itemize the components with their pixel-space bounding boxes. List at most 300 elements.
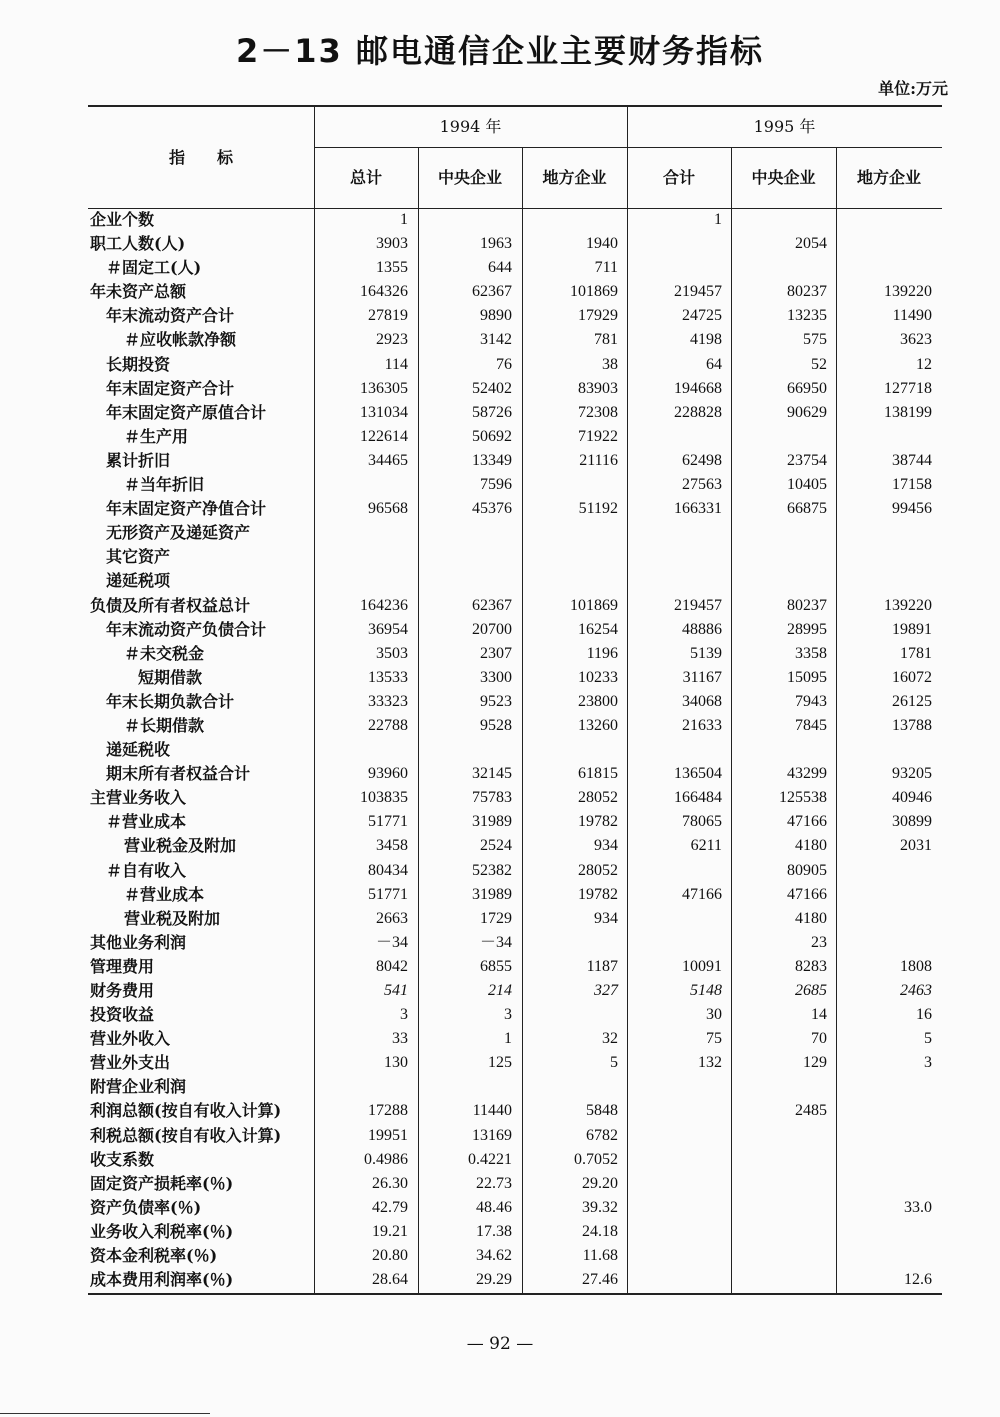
row-label: 营业税及附加: [124, 908, 221, 928]
row-value: 43299: [787, 765, 827, 783]
col-header-central-1994: 中央企业: [437, 168, 502, 187]
col-header-local-1994: 地方企业: [542, 168, 607, 187]
row-value: 62498: [682, 451, 722, 469]
row-value: 52: [811, 355, 827, 373]
row-label: 短期借款: [138, 667, 203, 687]
row-value: 47166: [682, 885, 722, 903]
row-value: 6855: [480, 957, 512, 975]
table-row: [88, 908, 942, 932]
row-value: 39.32: [582, 1198, 618, 1216]
row-value: 28995: [787, 620, 827, 638]
row-value: 1963: [480, 235, 512, 253]
row-label: 利润总额(按自有收入计算): [90, 1101, 282, 1121]
row-value: 5139: [690, 644, 722, 662]
row-label: 无形资产及递延资产: [106, 523, 251, 543]
row-value: 6211: [690, 837, 722, 855]
row-value: 2685: [795, 982, 827, 999]
row-value: 78065: [682, 813, 722, 831]
row-value: 33323: [368, 692, 408, 710]
table-row: [88, 1149, 942, 1173]
row-value: 781: [594, 331, 618, 349]
row-value: 27.46: [582, 1271, 618, 1289]
row-value: 13788: [892, 716, 932, 734]
row-value: 166331: [674, 500, 722, 518]
row-value: －34: [375, 933, 408, 951]
row-value: 50692: [472, 427, 512, 445]
row-value: 9528: [480, 716, 512, 734]
row-value: 5: [610, 1054, 618, 1072]
row-label: ＃营业成本: [124, 884, 205, 904]
row-label: ＃固定工(人): [106, 258, 202, 278]
row-label: 累计折旧: [106, 450, 171, 470]
row-label: ＃应收帐款净额: [124, 330, 237, 350]
row-value: 76: [496, 355, 512, 373]
row-value: 1781: [900, 644, 932, 662]
row-value: 139220: [884, 596, 932, 614]
row-value: 24.18: [582, 1222, 618, 1240]
row-value: 33.0: [904, 1198, 932, 1216]
table-row: [88, 860, 942, 884]
year-sub-rule: [314, 147, 942, 148]
row-value: 10233: [578, 668, 618, 686]
row-value: 52382: [472, 861, 512, 879]
row-value: 5148: [690, 982, 722, 999]
row-value: 3458: [376, 837, 408, 855]
row-value: 23: [811, 933, 827, 951]
table-row: [88, 281, 942, 305]
row-label: 递延税项: [106, 571, 171, 591]
row-value: 15095: [787, 668, 827, 686]
row-value: 136504: [674, 765, 722, 783]
row-label: 其他业务利润: [90, 932, 187, 952]
col-header-total-1995: 合计: [662, 168, 695, 187]
row-value: 23754: [787, 451, 827, 469]
row-value: 3623: [900, 331, 932, 349]
row-value: 7943: [795, 692, 827, 710]
table-row: [88, 402, 942, 426]
row-value: 48886: [682, 620, 722, 638]
row-value: 711: [594, 259, 618, 277]
table-row: [88, 811, 942, 835]
row-value: 34465: [368, 451, 408, 469]
row-value: 28052: [578, 789, 618, 807]
row-value: 80905: [787, 861, 827, 879]
row-value: 61815: [578, 765, 618, 783]
row-value: 31167: [682, 668, 722, 686]
row-value: 3358: [795, 644, 827, 662]
table-row: [88, 1125, 942, 1149]
row-value: 0.4986: [364, 1150, 408, 1168]
row-label: 附营企业利润: [90, 1077, 187, 1097]
row-value: 1: [714, 211, 722, 228]
table-row: [88, 884, 942, 908]
table-row: [88, 1221, 942, 1245]
row-value: 30899: [892, 813, 932, 831]
table-row: [88, 787, 942, 811]
row-value: 2663: [376, 909, 408, 927]
row-value: 7845: [795, 716, 827, 734]
year-1995-header: 1995 年: [753, 117, 816, 136]
row-value: 7596: [480, 476, 512, 494]
row-value: 934: [594, 909, 618, 927]
row-value: 13260: [578, 716, 618, 734]
row-value: 42.79: [372, 1198, 408, 1216]
row-label: 长期投资: [106, 354, 171, 374]
table-row: [88, 233, 942, 257]
row-value: 164236: [360, 596, 408, 614]
table-row: [88, 426, 942, 450]
row-value: 2524: [480, 837, 512, 855]
col-header-total-1994: 总计: [349, 168, 382, 187]
row-label: 收支系数: [90, 1149, 155, 1169]
row-label: 资本金利税率(％): [90, 1246, 218, 1266]
row-value: 114: [384, 355, 408, 373]
row-value: 4180: [795, 909, 827, 927]
row-value: 19782: [578, 813, 618, 831]
table-row: [88, 667, 942, 691]
row-label: 营业外支出: [90, 1053, 171, 1073]
row-value: 96568: [368, 500, 408, 518]
row-value: 28.64: [372, 1271, 408, 1289]
table-row: [88, 763, 942, 787]
row-value: 30: [706, 1006, 722, 1024]
row-value: 541: [384, 982, 408, 999]
row-value: 575: [803, 331, 827, 349]
row-label: ＃生产用: [124, 426, 189, 446]
row-value: 99456: [892, 500, 932, 518]
row-label: ＃自有收入: [106, 860, 187, 880]
row-value: 1187: [586, 957, 618, 975]
row-value: 51192: [578, 500, 618, 518]
row-value: 9890: [480, 307, 512, 325]
row-label: 业务收入利税率(％): [90, 1221, 234, 1241]
table-row: [88, 1100, 942, 1124]
row-label: 年末流动资产负债合计: [106, 619, 267, 639]
table-row: [88, 450, 942, 474]
table-row: [88, 378, 942, 402]
row-value: 103835: [360, 789, 408, 807]
row-value: 11440: [472, 1102, 512, 1120]
table-row: [88, 739, 942, 763]
row-value: 327: [594, 982, 618, 999]
row-value: 129: [803, 1054, 827, 1072]
table-row: [88, 1004, 942, 1028]
row-value: 17.38: [476, 1222, 512, 1240]
row-value: 1808: [900, 957, 932, 975]
row-label: 年末固定资产合计: [106, 378, 235, 398]
row-value: 2031: [900, 837, 932, 855]
table-top-rule: [88, 105, 942, 107]
row-label: 利税总额(按自有收入计算): [90, 1125, 282, 1145]
row-value: 214: [488, 982, 512, 999]
row-value: 138199: [884, 403, 932, 421]
row-label: 年末长期负款合计: [106, 691, 235, 711]
row-value: 21116: [579, 451, 618, 469]
table-body: [88, 209, 942, 1293]
row-label: ＃当年折旧: [124, 475, 205, 495]
row-value: 16254: [578, 620, 618, 638]
row-value: 934: [594, 837, 618, 855]
table-row: [88, 595, 942, 619]
row-value: 5848: [586, 1102, 618, 1120]
row-label: 主营业务收入: [90, 788, 187, 808]
table-row: [88, 1269, 942, 1293]
table-row: [88, 1245, 942, 1269]
table-row: [88, 1076, 942, 1100]
row-label: 职工人数(人): [90, 234, 186, 254]
row-value: 12: [916, 355, 932, 373]
row-value: 194668: [674, 379, 722, 397]
row-value: 58726: [472, 403, 512, 421]
table-row: [88, 1028, 942, 1052]
row-value: 644: [488, 259, 512, 277]
row-value: 131034: [360, 403, 408, 421]
row-value: 0.7052: [574, 1150, 618, 1168]
table-row: [88, 835, 942, 859]
row-value: 66875: [787, 500, 827, 518]
row-value: 83903: [578, 379, 618, 397]
row-value: 5: [924, 1030, 932, 1048]
row-value: 24725: [682, 307, 722, 325]
row-value: 228828: [674, 403, 722, 421]
row-value: 71922: [578, 427, 618, 445]
row-value: 33: [392, 1030, 408, 1048]
unit-label: 单位:万元: [878, 79, 948, 98]
row-value: 70: [811, 1030, 827, 1048]
row-value: －34: [479, 933, 512, 951]
row-value: 51771: [368, 885, 408, 903]
row-value: 66950: [787, 379, 827, 397]
row-value: 1: [504, 1030, 512, 1048]
row-value: 101869: [570, 596, 618, 614]
row-value: 166484: [674, 789, 722, 807]
row-label: 期末所有者权益合计: [106, 764, 251, 784]
row-value: 219457: [674, 596, 722, 614]
row-value: 13169: [472, 1126, 512, 1144]
row-value: 8283: [795, 957, 827, 975]
table-bottom-rule: [88, 1293, 942, 1295]
row-value: 10405: [787, 476, 827, 494]
row-value: 139220: [884, 283, 932, 301]
row-value: 93960: [368, 765, 408, 783]
row-value: 29.20: [582, 1174, 618, 1192]
row-value: 4198: [690, 331, 722, 349]
row-value: 19.21: [372, 1222, 408, 1240]
row-value: 17288: [368, 1102, 408, 1120]
row-value: 62367: [472, 596, 512, 614]
row-label: 投资收益: [90, 1005, 155, 1025]
row-value: 122614: [360, 427, 408, 445]
table-row: [88, 643, 942, 667]
table-row: [88, 1197, 942, 1221]
row-value: 38744: [892, 451, 932, 469]
year-1994-header: 1994 年: [439, 117, 502, 136]
row-value: 80434: [368, 861, 408, 879]
row-value: 19891: [892, 620, 932, 638]
page-title: 2－13 邮电通信企业主要财务指标: [236, 32, 764, 70]
row-value: 6782: [586, 1126, 618, 1144]
row-value: 0.4221: [468, 1150, 512, 1168]
row-label: 企业个数: [90, 210, 155, 229]
row-value: 34.62: [476, 1247, 512, 1265]
row-value: 40946: [892, 789, 932, 807]
row-label: 年未资产总额: [90, 282, 187, 302]
row-value: 3: [924, 1054, 932, 1072]
row-value: 20.80: [372, 1247, 408, 1265]
col-header-local-1995: 地方企业: [856, 168, 921, 187]
row-label: 资产负债率(％): [90, 1197, 202, 1217]
row-value: 101869: [570, 283, 618, 301]
row-value: 2485: [795, 1102, 827, 1120]
row-value: 11.68: [582, 1247, 618, 1265]
table-row: [88, 209, 942, 233]
row-value: 3903: [376, 235, 408, 253]
row-label: 年末固定资产原值合计: [106, 402, 267, 422]
row-value: 127718: [884, 379, 932, 397]
row-value: 31989: [472, 885, 512, 903]
table-row: [88, 1173, 942, 1197]
row-label: 管理费用: [90, 956, 155, 976]
row-value: 2307: [480, 644, 512, 662]
row-value: 3: [400, 1006, 408, 1024]
row-label: 营业外收入: [90, 1029, 171, 1049]
row-label: 递延税收: [106, 740, 171, 760]
indicator-header: 指 标: [168, 148, 233, 167]
row-value: 38: [602, 355, 618, 373]
row-value: 1196: [586, 644, 618, 662]
table-row: [88, 329, 942, 353]
row-value: 3: [504, 1006, 512, 1024]
footer-rule: [0, 1413, 210, 1414]
table-row: [88, 691, 942, 715]
row-value: 62367: [472, 283, 512, 301]
table-row: [88, 257, 942, 281]
row-value: 51771: [368, 813, 408, 831]
row-value: 130: [384, 1054, 408, 1072]
row-value: 34068: [682, 692, 722, 710]
row-value: 3503: [376, 644, 408, 662]
row-value: 132: [698, 1054, 722, 1072]
row-value: 13533: [368, 668, 408, 686]
row-value: 23800: [578, 692, 618, 710]
row-label: ＃未交税金: [124, 643, 205, 663]
row-value: 13349: [472, 451, 512, 469]
row-value: 93205: [892, 765, 932, 783]
row-value: 136305: [360, 379, 408, 397]
row-value: 32145: [472, 765, 512, 783]
table-row: [88, 956, 942, 980]
row-value: 36954: [368, 620, 408, 638]
row-value: 45376: [472, 500, 512, 518]
row-value: 47166: [787, 885, 827, 903]
row-value: 19951: [368, 1126, 408, 1144]
table-row: [88, 498, 942, 522]
row-value: 10091: [682, 957, 722, 975]
row-value: 16072: [892, 668, 932, 686]
row-value: 14: [811, 1006, 827, 1024]
row-value: 64: [706, 355, 722, 373]
row-value: 22788: [368, 716, 408, 734]
row-value: 20700: [472, 620, 512, 638]
row-value: 19782: [578, 885, 618, 903]
table-row: [88, 932, 942, 956]
row-value: 31989: [472, 813, 512, 831]
row-value: 47166: [787, 813, 827, 831]
row-value: 16: [916, 1006, 932, 1024]
table-row: [88, 354, 942, 378]
row-value: 26125: [892, 692, 932, 710]
table-row: [88, 715, 942, 739]
row-label: ＃营业成本: [106, 812, 187, 832]
row-value: 3300: [480, 668, 512, 686]
row-value: 17158: [892, 476, 932, 494]
table-row: [88, 305, 942, 329]
row-value: 75: [706, 1030, 722, 1048]
row-value: 13235: [787, 307, 827, 325]
table-row: [88, 980, 942, 1004]
row-value: 9523: [480, 692, 512, 710]
row-label: 财务费用: [90, 981, 155, 1000]
row-value: 125: [488, 1054, 512, 1072]
row-value: 17929: [578, 307, 618, 325]
row-value: 27819: [368, 307, 408, 325]
row-value: 1355: [376, 259, 408, 277]
row-value: 75783: [472, 789, 512, 807]
row-value: 90629: [787, 403, 827, 421]
row-label: 营业税金及附加: [124, 836, 237, 856]
row-value: 219457: [674, 283, 722, 301]
row-value: 164326: [360, 283, 408, 301]
row-value: 22.73: [476, 1174, 512, 1192]
row-label: 负债及所有者权益总计: [90, 595, 251, 615]
row-value: 2054: [795, 235, 827, 253]
row-value: 80237: [787, 283, 827, 301]
row-value: 11490: [892, 307, 932, 325]
table-row: [88, 522, 942, 546]
row-value: 2923: [376, 331, 408, 349]
row-label: 成本费用利润率(％): [90, 1270, 234, 1290]
row-value: 48.46: [476, 1198, 512, 1216]
row-value: 28052: [578, 861, 618, 879]
col-header-central-1995: 中央企业: [751, 168, 816, 187]
row-label: 年末流动资产合计: [106, 306, 235, 326]
row-value: 32: [602, 1030, 618, 1048]
row-value: 3142: [480, 331, 512, 349]
table-row: [88, 619, 942, 643]
row-value: 8042: [376, 957, 408, 975]
row-value: 21633: [682, 716, 722, 734]
row-value: 125538: [779, 789, 827, 807]
row-value: 4180: [795, 837, 827, 855]
row-label: 其它资产: [106, 547, 171, 567]
row-label: ＃长期借款: [124, 715, 205, 735]
row-value: 2463: [900, 982, 932, 999]
row-value: 26.30: [372, 1174, 408, 1192]
table-row: [88, 1052, 942, 1076]
row-value: 72308: [578, 403, 618, 421]
row-value: 1: [400, 211, 408, 228]
row-value: 52402: [472, 379, 512, 397]
table-row: [88, 570, 942, 594]
row-value: 1940: [586, 235, 618, 253]
row-value: 27563: [682, 476, 722, 494]
table-row: [88, 546, 942, 570]
table-row: [88, 474, 942, 498]
page-number: — 92 —: [466, 1334, 534, 1354]
row-value: 12.6: [904, 1271, 932, 1289]
row-value: 29.29: [476, 1271, 512, 1289]
row-label: 固定资产损耗率(％): [90, 1173, 234, 1193]
